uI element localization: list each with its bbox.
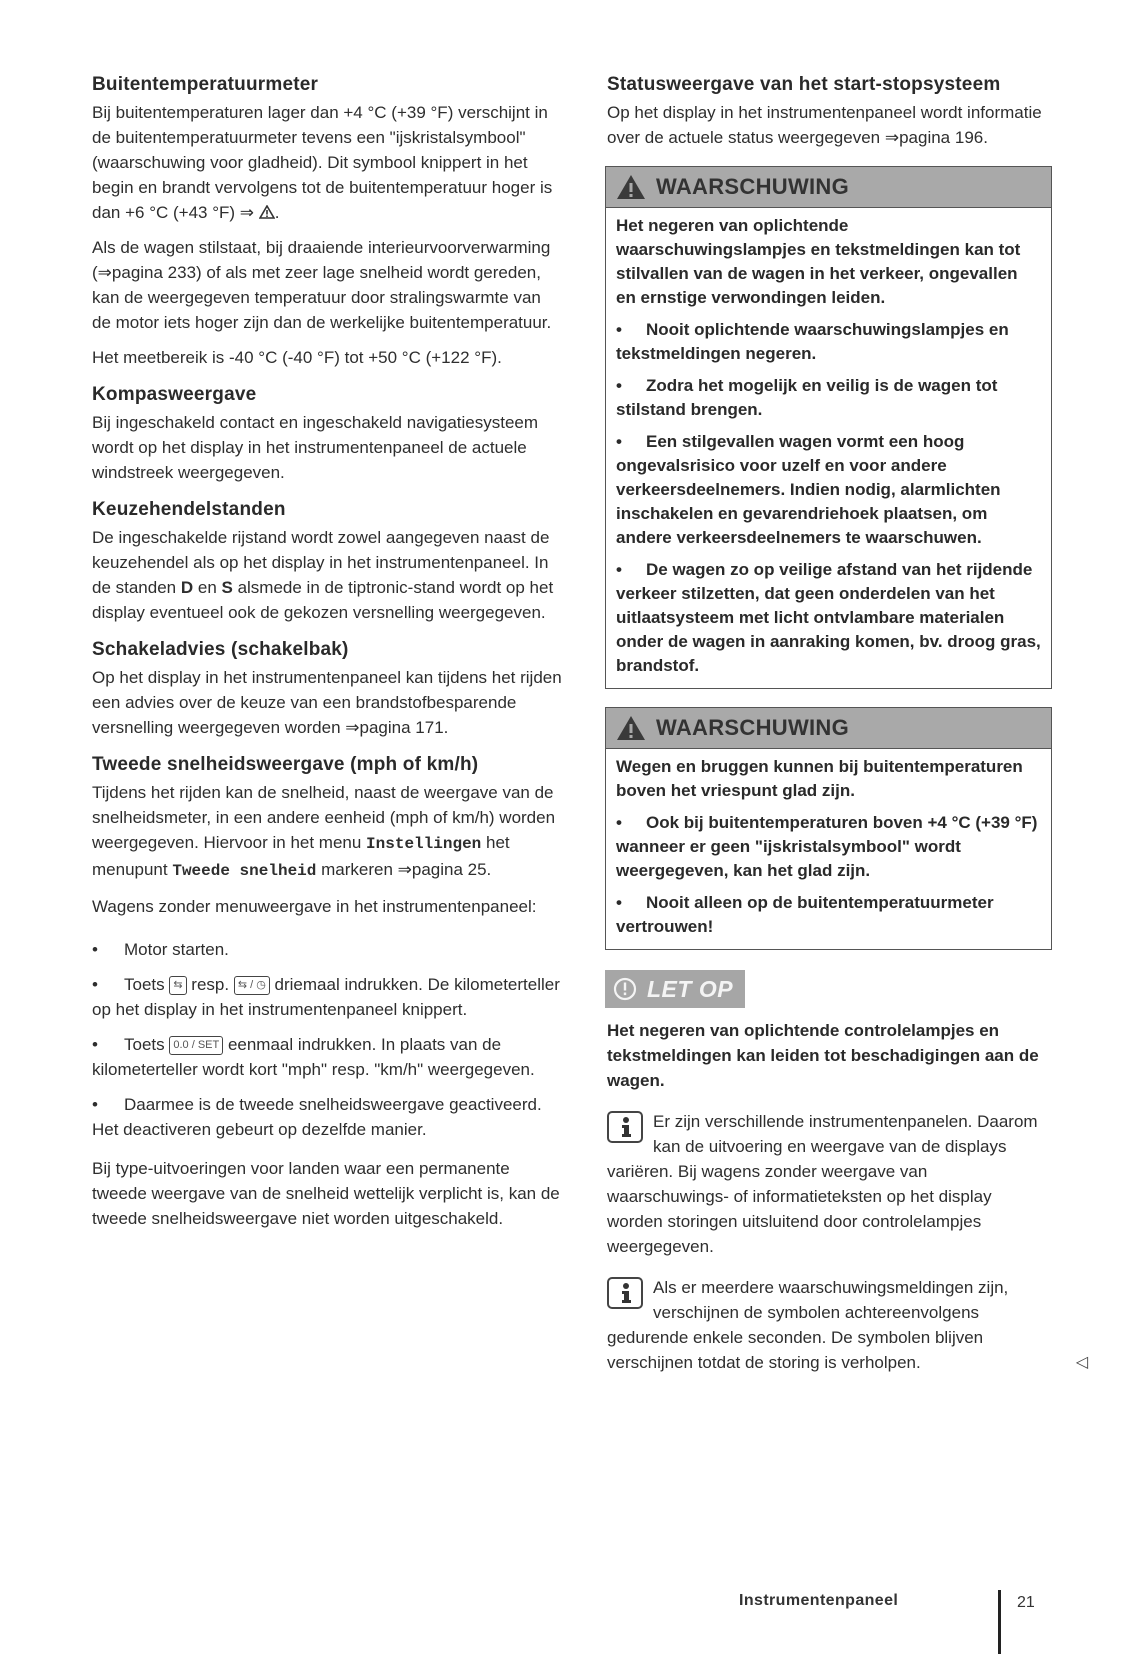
list-item: • Ook bij buitentemperaturen boven +4 °C (+39 °F) wanneer er geen "ijskristalsymbool" wordt weergegeven, kan het glad zijn. xyxy=(616,813,1038,880)
info-note-2 xyxy=(607,1275,1088,1375)
footer-section-title: Instrumentenpaneel xyxy=(739,1592,899,1609)
section-second-speed xyxy=(92,754,562,1231)
info-note-1 xyxy=(607,1109,1052,1259)
list-item: • De wagen zo op veilige afstand van het rijdende verkeer stilzetten, dat geen onderdelen van het uitlaatsysteem met licht ontvlambare materialen onder de wagen in aanraking komen, bv. droog gras, brandstof. xyxy=(616,560,1041,675)
section-start-stop xyxy=(607,74,1052,150)
bullet-icon: • xyxy=(92,940,98,959)
section-selector-positions xyxy=(92,499,562,625)
bullet-icon: • xyxy=(92,1035,98,1054)
paragraph: Op het display in het instrumentenpaneel kan tijdens het rijden een advies over de keuze van een brandstofbesparende versnelling weergegeven worden ⇒pagina 171. xyxy=(92,668,562,737)
exclamation-circle-icon xyxy=(613,977,637,1001)
paragraph: Wagens zonder menuweergave in het instrumentenpaneel: xyxy=(92,897,537,916)
list-item: • Nooit alleen op de buitentemperatuurmeter vertrouwen! xyxy=(616,893,994,936)
warning-intro: Wegen en bruggen kunnen bij buitentemperaturen boven het vriespunt glad zijn. xyxy=(616,757,1023,800)
section-compass xyxy=(92,384,562,485)
trip-clock-button-icon: ⇆ / ◷ xyxy=(234,976,270,995)
heading-second-speed: Tweede snelheidsweergave (mph of km/h) xyxy=(92,754,479,775)
bullet-icon: • xyxy=(616,813,622,832)
section-shift-advice xyxy=(92,639,562,740)
section-end-icon: ◁ xyxy=(1075,1354,1088,1371)
list-item: • Nooit oplichtende waarschuwingslampjes en tekstmeldingen negeren. xyxy=(616,320,1009,363)
warning-body xyxy=(606,208,1051,688)
paragraph: Op het display in het instrumentenpaneel wordt informatie over de actuele status weergegeven ⇒pagina 196. xyxy=(607,103,1042,147)
page-number: 21 xyxy=(1017,1594,1035,1611)
paragraph: Bij ingeschakeld contact en ingeschakeld navigatiesysteem wordt op het display in het instrumentenpaneel de actuele windstreek weergegeven. xyxy=(92,413,539,482)
reset-set-button-icon: 0.0 / SET xyxy=(169,1036,223,1055)
paragraph: Het meetbereik is -40 °C (-40 °F) tot +50 °C (+122 °F). xyxy=(92,348,502,367)
bullet-icon: • xyxy=(616,320,622,339)
list-item: • Motor starten. xyxy=(92,937,562,962)
heading-shift-advice: Schakeladvies (schakelbak) xyxy=(92,639,349,660)
section-outside-temperature xyxy=(92,74,562,370)
caution-text: Het negeren van oplichtende controlelampjes en tekstmeldingen kan leiden tot beschadigingen aan de wagen. xyxy=(607,1021,1039,1090)
warning-header xyxy=(606,167,1051,208)
heading-selector-positions: Keuzehendelstanden xyxy=(92,499,286,520)
warning-triangle-icon xyxy=(616,715,646,741)
menu-item-name: Tweede snelheid xyxy=(172,862,317,880)
caution-header xyxy=(605,970,745,1008)
right-column xyxy=(607,74,1088,1385)
left-column xyxy=(92,74,562,1245)
bullet-icon: • xyxy=(92,975,98,994)
menu-name: Instellingen xyxy=(366,835,482,853)
warning-triangle-icon xyxy=(616,174,646,200)
list-item: • Toets ⇆ resp. ⇆ / ◷ driemaal indrukken. De kilometerteller op het display in het instrumentenpaneel knippert. xyxy=(92,972,562,1022)
trip-button-icon: ⇆ xyxy=(169,976,186,995)
paragraph: Bij type-uitvoeringen voor landen waar een permanente tweede weergave van de snelheid wettelijk verplicht is, kan de tweede snelheidsweergave niet worden uitgeschakeld. xyxy=(92,1159,560,1228)
paragraph: Als de wagen stilstaat, bij draaiende interieurvoorverwarming (⇒pagina 233) of als met zeer lage snelheid wordt gereden, kan de weergegeven temperatuur door stralingswarmte van de motor iets hoger zijn dan de werkelijke buitentemperatuur. xyxy=(92,238,552,332)
bullet-icon: • xyxy=(616,893,622,912)
warning-box-2 xyxy=(605,707,1052,950)
info-text: Als er meerdere waarschuwingsmeldingen zijn, verschijnen de symbolen achtereenvolgens gedurende enkele seconden. De symbolen blijven verschijnen totdat de storing is verholpen. ◁ xyxy=(607,1275,1052,1375)
warning-box-1 xyxy=(605,166,1052,689)
warning-intro: Het negeren van oplichtende waarschuwingslampjes en tekstmeldingen kan tot stilvallen van de wagen in het verkeer, ongevallen en ernstige verwondingen leiden. xyxy=(616,216,1021,307)
paragraph: Tijdens het rijden kan de snelheid, naast de weergave van de snelheidsmeter, in een andere eenheid (mph of km/h) worden weergegeven. Hiervoor in het menu Instellingen het menupunt Tweede snelheid markeren ⇒pagina 25. xyxy=(92,783,556,880)
list-item: • Daarmee is de tweede snelheidsweergave geactiveerd. Het deactiveren gebeurt op dezelfde manier. xyxy=(92,1092,562,1142)
bullet-icon: • xyxy=(616,432,622,451)
warning-body xyxy=(606,749,1051,949)
list-item: • Zodra het mogelijk en veilig is de wagen tot stilstand brengen. xyxy=(616,376,998,419)
heading-outside-temperature: Buitentemperatuurmeter xyxy=(92,74,319,95)
list-item: • Toets 0.0 / SET eenmaal indrukken. In plaats van de kilometerteller wordt kort "mph" resp. "km/h" weergegeven. xyxy=(92,1032,562,1082)
warning-label: WAARSCHUWING xyxy=(656,715,850,740)
bullet-icon: • xyxy=(616,560,622,579)
bullet-icon: • xyxy=(92,1095,98,1114)
caution-label: LET OP xyxy=(647,975,734,1002)
info-icon xyxy=(607,1277,643,1309)
info-text: Er zijn verschillende instrumentenpanelen. Daarom kan de uitvoering en weergave van de displays variëren. Bij wagens zonder weergave van waarschuwings- of informatieteksten op het display worden storingen uitsluitend door controlelampjes weergegeven. xyxy=(607,1112,1038,1256)
caution-block xyxy=(607,968,1052,1093)
footer-divider xyxy=(998,1590,1001,1654)
warning-triangle-icon xyxy=(259,205,275,219)
warning-header xyxy=(606,708,1051,749)
heading-compass: Kompasweergave xyxy=(92,384,257,405)
list-item: • Een stilgevallen wagen vormt een hoog ongevalsrisico voor uzelf en voor andere verkeersdeelnemers. Indien nodig, alarmlichten inschakelen en gevarendriehoek plaatsen, om andere verkeersdeelnemers te waarschuwen. xyxy=(616,432,1001,547)
paragraph: De ingeschakelde rijstand wordt zowel aangegeven naast de keuzehendel als op het display in het instrumentenpaneel. In de standen D en S alsmede in de tiptronic-stand wordt op het display eventueel ook de gekozen versnelling weergegeven. xyxy=(92,528,554,622)
paragraph: Bij buitentemperaturen lager dan +4 °C (+39 °F) verschijnt in de buitentemperatuurmeter tevens een "ijskristalsymbool" (waarschuwing voor gladheid). Dit symbool knippert in het begin en brandt vervolgens tot de buitentemperatuur hoger is dan +6 °C (+43 °F) ⇒ . xyxy=(92,103,553,222)
warning-label: WAARSCHUWING xyxy=(656,174,850,199)
info-icon xyxy=(607,1111,643,1143)
bullet-icon: • xyxy=(616,376,622,395)
heading-start-stop: Statusweergave van het start-stopsysteem xyxy=(607,74,1001,95)
